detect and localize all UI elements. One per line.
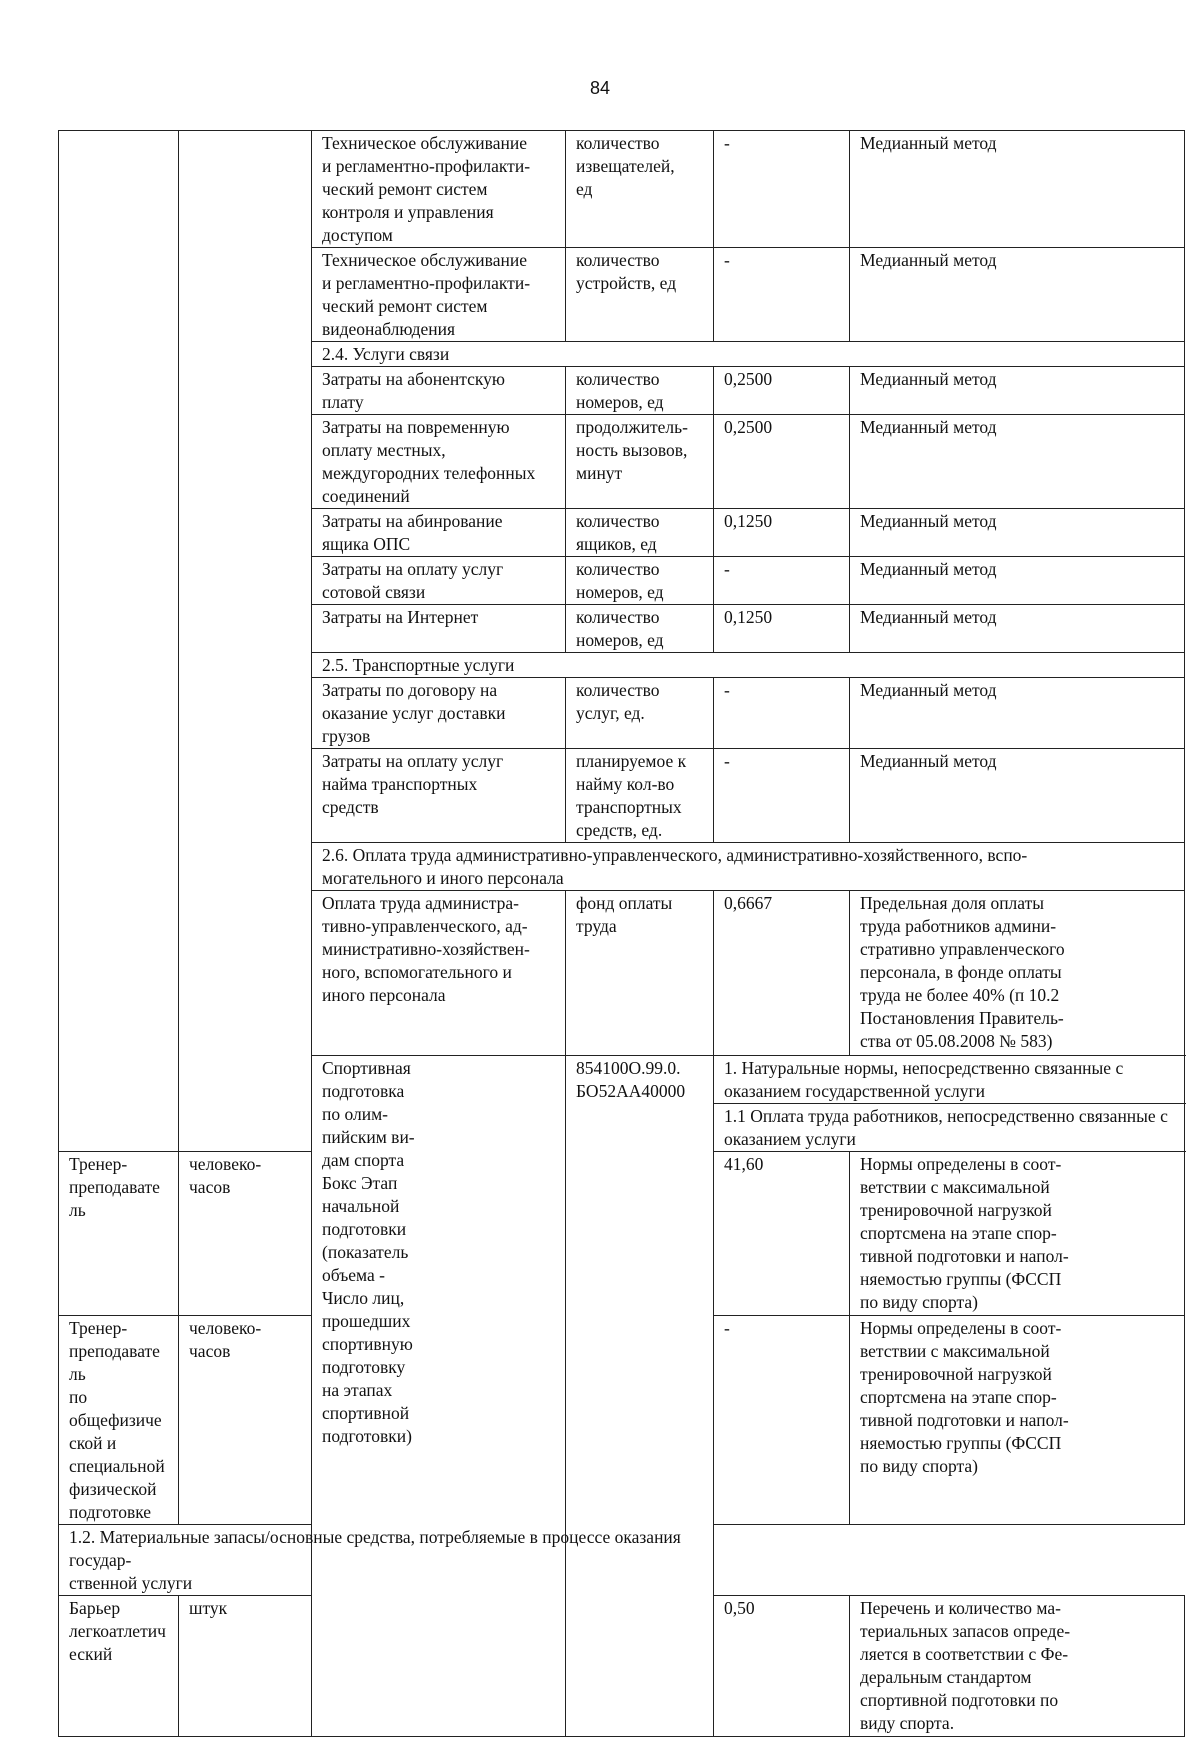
section-heading: 2.4. Услуги связи	[312, 342, 1185, 367]
row-note: Перечень и количество ма- териальных запасов опреде- ляется в соответствии с Фе- деральным стандартом спортивной подготовки по виду спорта.	[850, 1596, 1185, 1737]
row-value: -	[714, 131, 850, 248]
service-code-cell: 854100О.99.0. БО52АА40000	[566, 1056, 714, 1737]
section-heading: 2.6. Оплата труда административно-управленческого, административно-хозяйственного, вспо- могательного и иного персонала	[312, 843, 1185, 891]
service-code-cell	[179, 131, 312, 1152]
row-value: -	[714, 557, 850, 605]
service-name-cell: Спортивная подготовка по олим- пийским ви- дам спорта Бокс Этап начальной подготовки (показатель объема - Число лиц, прошедших спортивную подготовку на этапах спортивной подготовки)	[312, 1056, 566, 1737]
row-name: Затраты на Интернет	[312, 605, 566, 653]
row-unit: человеко-часов	[179, 1152, 312, 1316]
row-note: Нормы определены в соот- ветствии с максимальной тренировочной нагрузкой спортсмена на этапе спор- тивной подготовки и напол- няемостью группы (ФССП по виду спорта)	[850, 1316, 1185, 1525]
section-heading: 1.1 Оплата труда работников, непосредственно связанные с оказанием услуги	[714, 1104, 1185, 1152]
service-name-cell	[59, 131, 179, 1152]
row-name: Затраты на абинрование ящика ОПС	[312, 509, 566, 557]
row-value: 0,1250	[714, 509, 850, 557]
row-note: Медианный метод	[850, 557, 1185, 605]
row-unit: количество ящиков, ед	[566, 509, 714, 557]
cost-norms-table	[58, 130, 1185, 1737]
row-name: Оплата труда администра- тивно-управленческого, ад- министративно-хозяйствен- ного, вспомогательного и иного персонала	[312, 891, 566, 1056]
row-name: Затраты на оплату услуг сотовой связи	[312, 557, 566, 605]
row-unit: продолжитель- ность вызовов, минут	[566, 415, 714, 509]
row-name: Техническое обслуживание и регламентно-профилакти- ческий ремонт систем контроля и управления доступом	[312, 131, 566, 248]
row-name: Техническое обслуживание и регламентно-профилакти- ческий ремонт систем видеонаблюдения	[312, 248, 566, 342]
page-number: 84	[589, 78, 611, 98]
row-name: Затраты на оплату услуг найма транспортных средств	[312, 749, 566, 843]
row-unit: количество услуг, ед.	[566, 678, 714, 749]
row-unit: количество устройств, ед	[566, 248, 714, 342]
row-note: Медианный метод	[850, 367, 1185, 415]
row-value: 41,60	[714, 1152, 850, 1316]
row-name: Затраты на абонентскую плату	[312, 367, 566, 415]
row-name: Тренер-преподаватель	[59, 1152, 179, 1316]
row-note: Медианный метод	[850, 749, 1185, 843]
row-value: -	[714, 678, 850, 749]
section-heading: 1.2. Материальные запасы/основные средства, потребляемые в процессе оказания государ- ственной услуги	[59, 1525, 714, 1596]
row-value: -	[714, 749, 850, 843]
row-value: 0,6667	[714, 891, 850, 1056]
section-heading: 2.5. Транспортные услуги	[312, 653, 1185, 678]
row-name: Затраты по договору на оказание услуг доставки грузов	[312, 678, 566, 749]
row-note: Медианный метод	[850, 605, 1185, 653]
row-value: 0,1250	[714, 605, 850, 653]
row-name: Тренер-преподаватель по общефизической и специальной физической подготовке	[59, 1316, 179, 1525]
section-heading: 1. Натуральные нормы, непосредственно связанные с оказанием государственной услуги	[714, 1056, 1185, 1104]
row-unit: фонд оплаты труда	[566, 891, 714, 1056]
row-note: Нормы определены в соот- ветствии с максимальной тренировочной нагрузкой спортсмена на этапе спор- тивной подготовки и напол- няемостью группы (ФССП по виду спорта)	[850, 1152, 1185, 1316]
row-note: Медианный метод	[850, 509, 1185, 557]
row-unit: штук	[179, 1596, 312, 1737]
row-value: 0,50	[714, 1596, 850, 1737]
row-note: Медианный метод	[850, 248, 1185, 342]
row-unit: количество номеров, ед	[566, 557, 714, 605]
row-unit: количество номеров, ед	[566, 367, 714, 415]
row-value: -	[714, 248, 850, 342]
row-unit: количество извещателей, ед	[566, 131, 714, 248]
row-note: Предельная доля оплаты труда работников админи- стративно управленческого персонала, в фонде оплаты труда не более 40% (п 10.2 Постановления Правитель- ства от 05.08.2008 № 583)	[850, 891, 1185, 1056]
row-value: 0,2500	[714, 415, 850, 509]
row-value: 0,2500	[714, 367, 850, 415]
row-name: Барьер легкоатлетический	[59, 1596, 179, 1737]
row-unit: количество номеров, ед	[566, 605, 714, 653]
row-unit: планируемое к найму кол-во транспортных средств, ед.	[566, 749, 714, 843]
row-unit: человеко-часов	[179, 1316, 312, 1525]
row-note: Медианный метод	[850, 131, 1185, 248]
row-note: Медианный метод	[850, 678, 1185, 749]
row-name: Затраты на повременную оплату местных, междугородних телефонных соединений	[312, 415, 566, 509]
row-note: Медианный метод	[850, 415, 1185, 509]
row-value: -	[714, 1316, 850, 1525]
